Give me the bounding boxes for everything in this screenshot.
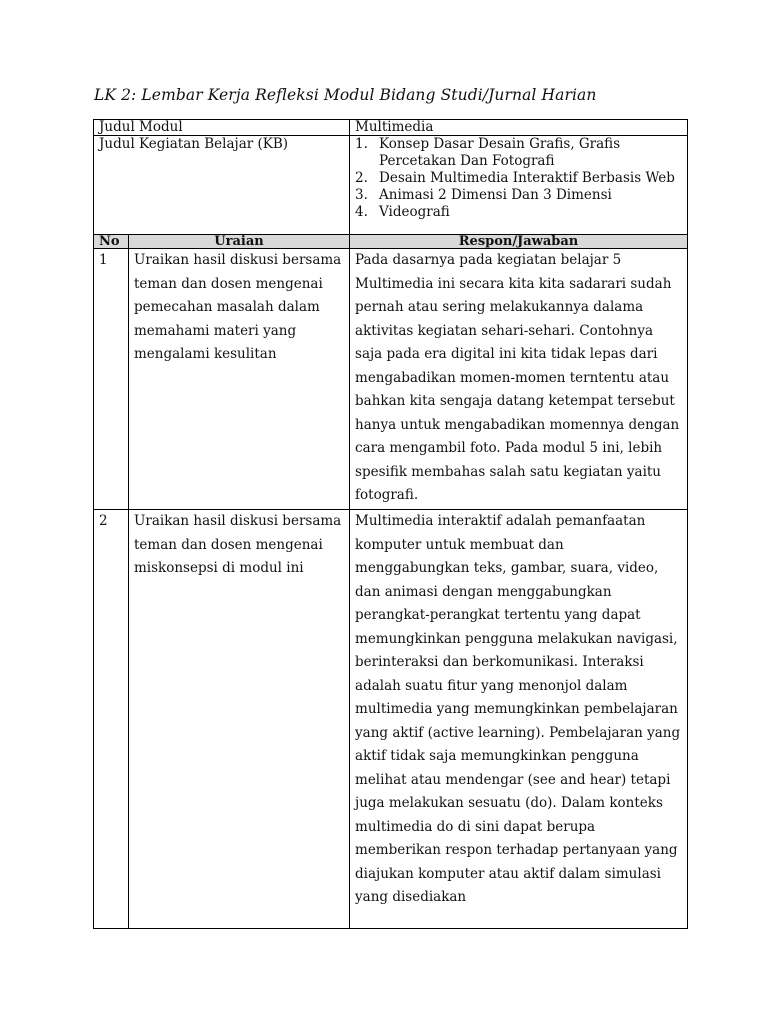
kb-list [355,136,682,221]
header-no: No [94,235,129,249]
kb-item-number: 3. [355,187,368,203]
judul-modul-value: Multimedia [350,120,688,136]
kb-item-number: 1. [355,136,368,152]
judul-kb-row [94,136,688,235]
judul-kb-label: Judul Kegiatan Belajar (KB) [94,136,350,235]
kb-item-number: 2. [355,170,368,186]
table-row [94,249,688,510]
kb-list-item [355,170,682,187]
header-respon: Respon/Jawaban [350,235,688,249]
kb-item-text: Desain Multimedia Interaktif Berbasis Web [379,170,675,186]
row-uraian: Uraikan hasil diskusi bersama teman dan dosen mengenai pemecahan masalah dalam memahami materi yang mengalami kesulitan [129,249,350,510]
header-uraian: Uraian [129,235,350,249]
row-number: 2 [94,510,129,929]
kb-item-number: 4. [355,204,368,220]
reflection-table [93,119,688,929]
kb-list-item [355,187,682,204]
judul-modul-row [94,120,688,136]
kb-list-cell [350,136,688,235]
row-number: 1 [94,249,129,510]
judul-modul-label: Judul Modul [94,120,350,136]
row-respon: Pada dasarnya pada kegiatan belajar 5 Multimedia ini secara kita kita sadarari sudah pernah atau sering melakukannya dalama aktivitas kegiatan sehari-sehari. Contohnya saja pada era digital ini kita tidak lepas dari mengabadikan momen-momen terntentu atau bahkan kita sengaja datang ketempat tersebut hanya untuk mengabadikan momennya dengan cara mengambil foto. Pada modul 5 ini, lebih spesifik membahas salah satu kegiatan yaitu fotografi. [350,249,688,510]
table-row [94,510,688,929]
kb-item-text: Animasi 2 Dimensi Dan 3 Dimensi [379,187,612,203]
document-title: LK 2: Lembar Kerja Refleksi Modul Bidang Studi/Jurnal Harian [94,86,597,104]
kb-list-item [355,136,682,170]
kb-item-text: Videografi [379,204,450,220]
table-header-row [94,235,688,249]
kb-item-text: Konsep Dasar Desain Grafis, Grafis Percetakan Dan Fotografi [379,136,621,169]
kb-list-item [355,204,682,221]
row-uraian: Uraikan hasil diskusi bersama teman dan dosen mengenai miskonsepsi di modul ini [129,510,350,929]
row-respon: Multimedia interaktif adalah pemanfaatan komputer untuk membuat dan menggabungkan teks, gambar, suara, video, dan animasi dengan menggabungkan perangkat-perangkat tertentu yang dapat memungkinkan pengguna melakukan navigasi, berinteraksi dan berkomunikasi. Interaksi adalah suatu fitur yang menonjol dalam multimedia yang memungkinkan pembelajaran yang aktif (active learning). Pembelajaran yang aktif tidak saja memungkinkan pengguna melihat atau mendengar (see and hear) tetapi juga melakukan sesuatu (do). Dalam konteks multimedia do di sini dapat berupa memberikan respon terhadap pertanyaan yang diajukan komputer atau aktif dalam simulasi yang disediakan [350,510,688,929]
